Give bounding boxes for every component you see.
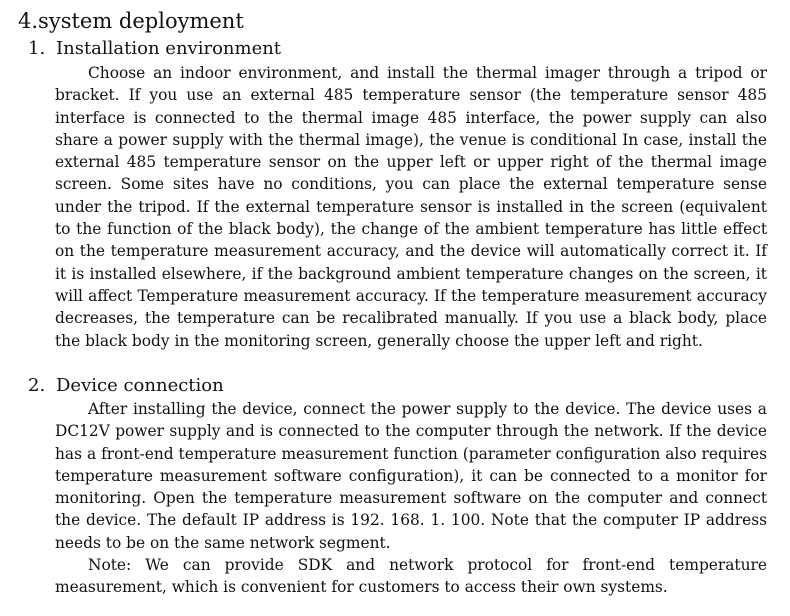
paragraph-device-connection: After installing the device, connect the power supply to the device. The device uses a DC12V power supply and is connected to the computer through the network. If the device has a front-end temperature measurement function (parameter configuration also requires temperature measurement software configuration), it can be connected to a monitor for monitoring. Open the temperature measurement software on the computer and connect the device. The default IP address is 192. 168. 1. 100. Note that the computer IP address needs to be on the same network segment. <box>55 400 767 552</box>
subsection-title: Installation environment <box>56 38 282 59</box>
section-heading <box>18 8 244 34</box>
paragraph-installation: Choose an indoor environment, and install the thermal imager through a tripod or bracket. If you use an external 485 temperature sensor (the temperature sensor 485 interface is connected to the thermal image 485 interface, the power supply can also share a power supply with the thermal image), the venue is conditional In case, install the external 485 temperature sensor on the upper left or upper right of the thermal image screen. Some sites have no conditions, you can place the external temperature sense under the tripod. If the external temperature sensor is installed in the screen (equivalent to the function of the black body), the change of the ambient temperature has little effect on the temperature measurement accuracy, and the device will automatically correct it. If it is installed elsewhere, if the background ambient temperature changes on the screen, it will affect Temperature measurement accuracy. If the temperature measurement accuracy decreases, the temperature can be recalibrated manually. If you use a black body, place the black body in the monitoring screen, generally choose the upper left and right. <box>55 64 767 350</box>
section-title: system deployment <box>38 9 244 33</box>
subsection-heading-device-connection <box>28 375 224 397</box>
paragraph-note: Note: We can provide SDK and network protocol for front-end temperature measurement, which is convenient for customers to access their own systems. <box>55 556 767 597</box>
subsection-number: 1. <box>28 38 46 59</box>
section-number: 4. <box>18 9 39 33</box>
subsection-number: 2. <box>28 375 46 396</box>
subsection-title: Device connection <box>56 375 224 396</box>
subsection-heading-installation <box>28 38 281 60</box>
